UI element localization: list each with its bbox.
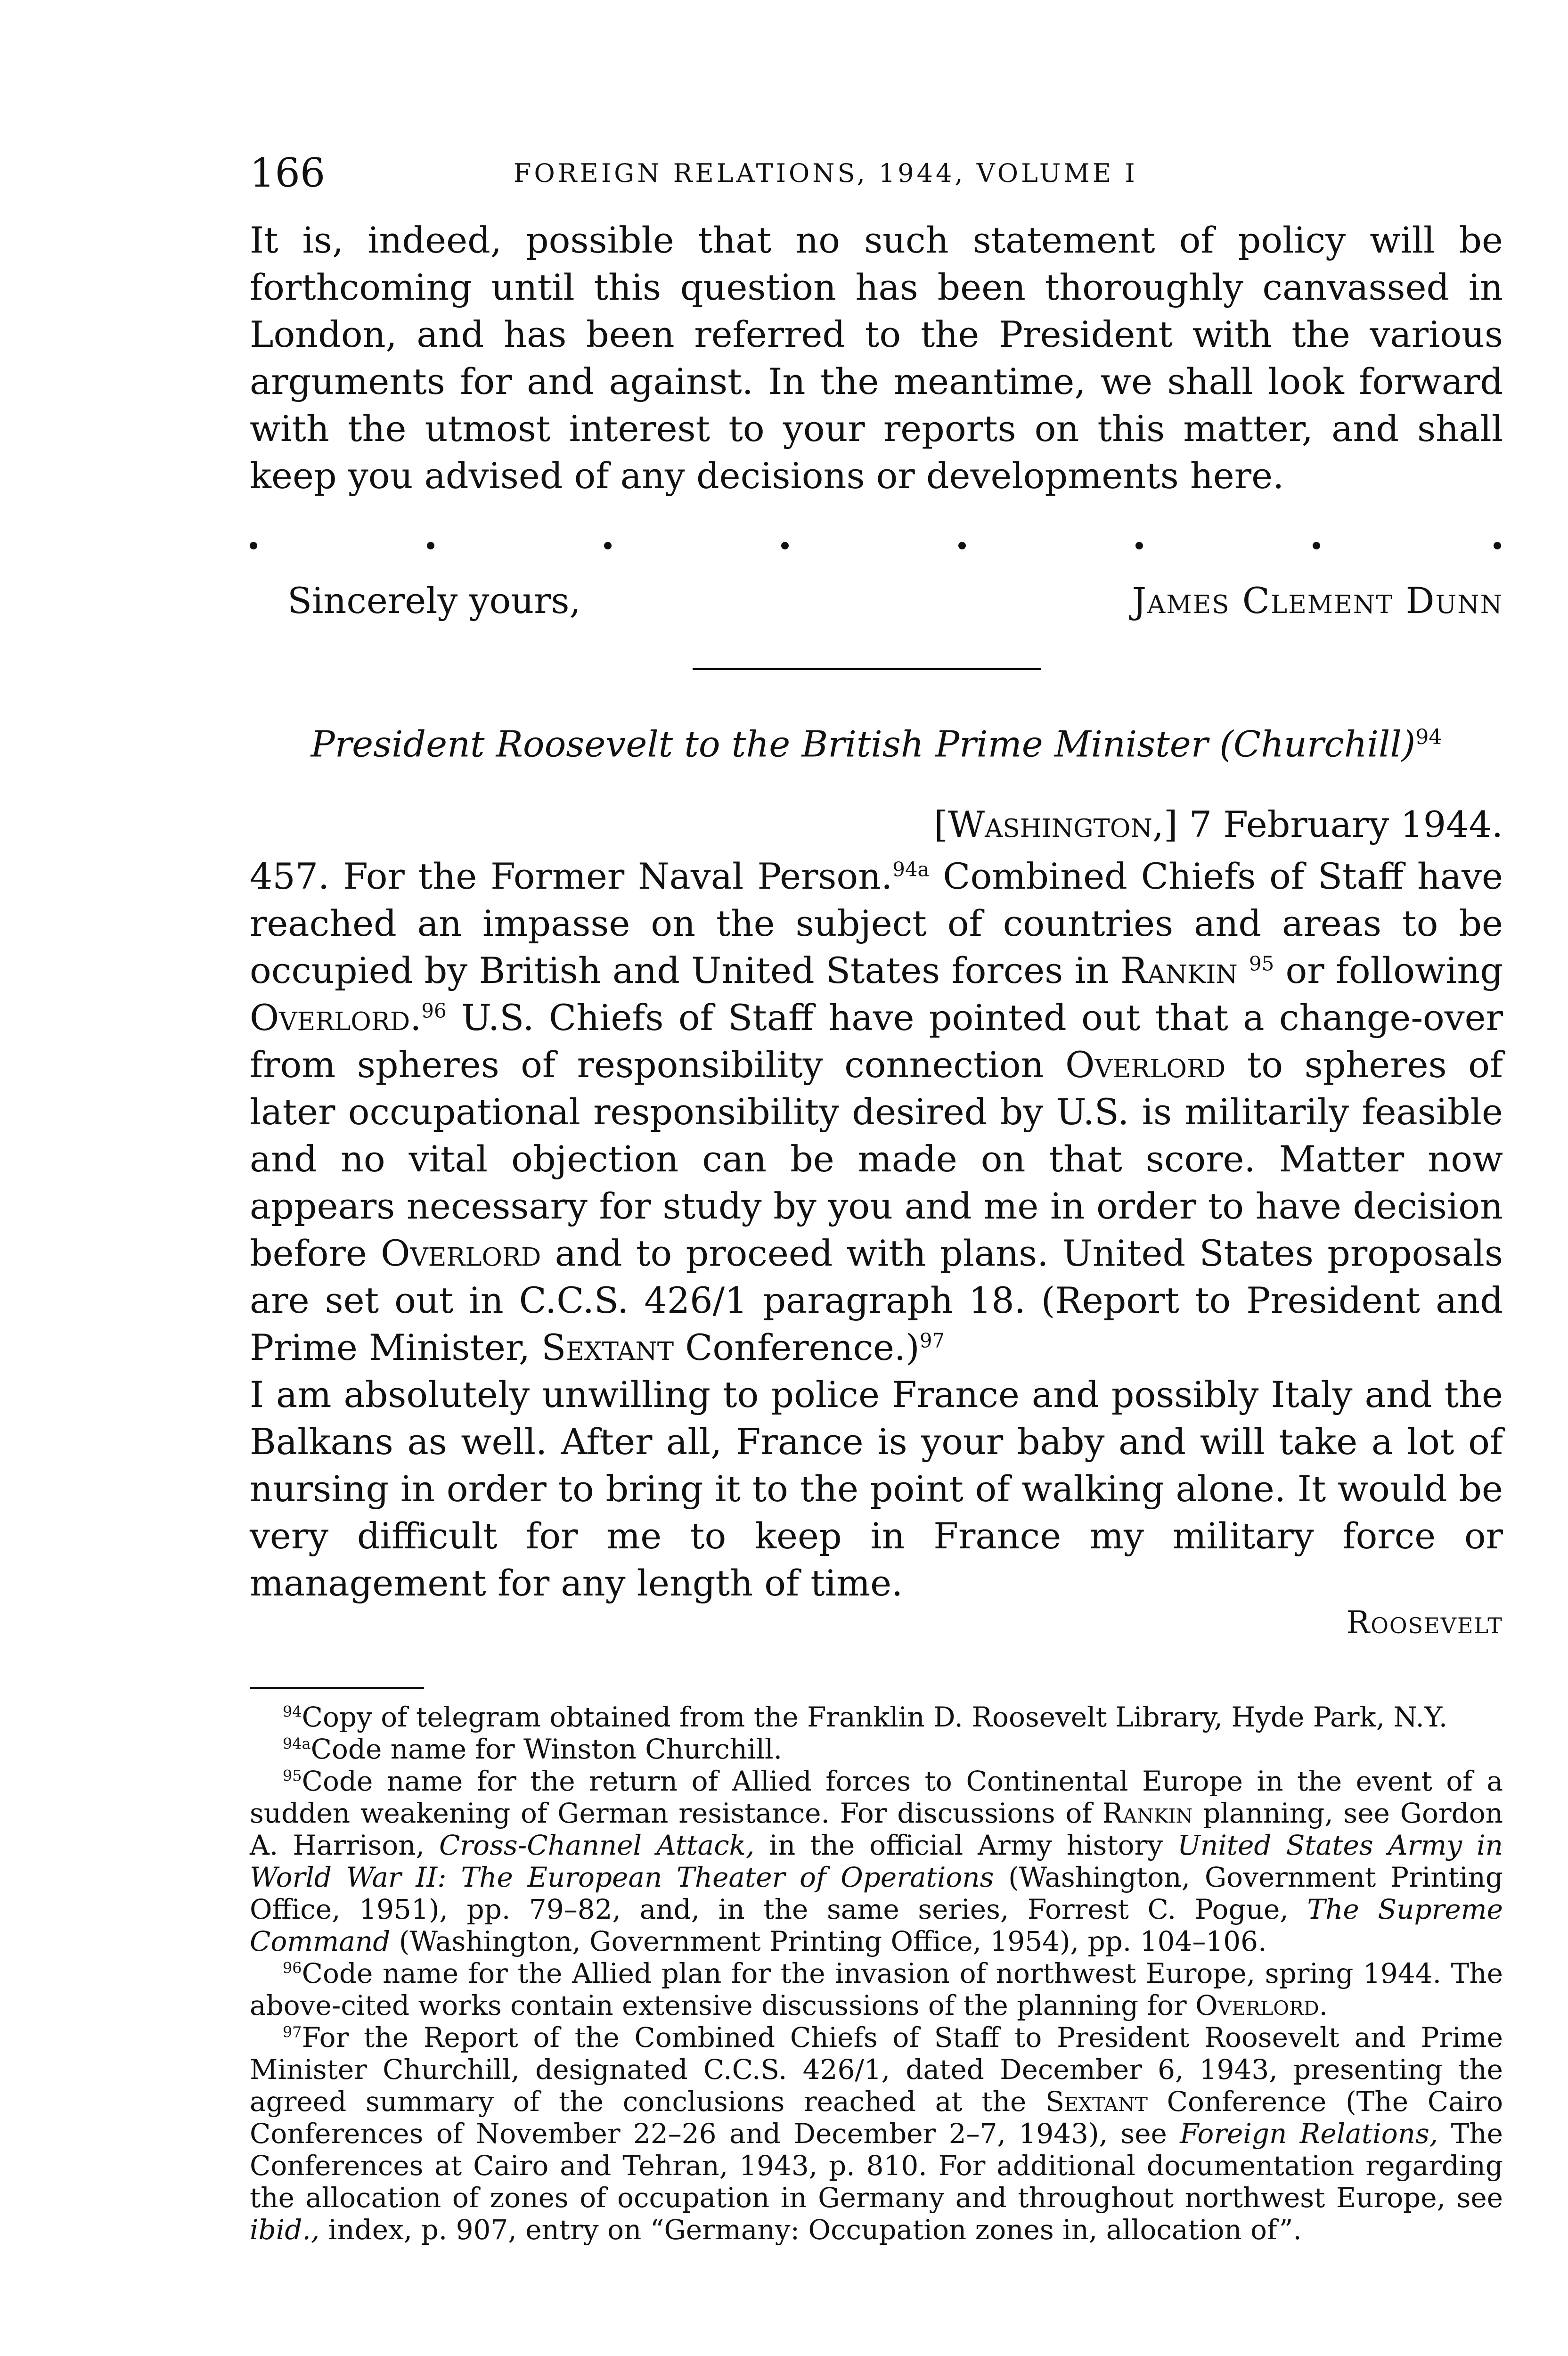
footnote-94 xyxy=(250,1701,1503,1733)
code-name-sextant: Sextant xyxy=(1045,2086,1148,2118)
footnotes xyxy=(250,1701,1503,2246)
footnote-ref: 96 xyxy=(421,999,447,1023)
code-name-overlord: Overlord xyxy=(381,1232,541,1274)
footnote-ref: 94 xyxy=(1415,725,1442,749)
letter-closing-paragraph: It is, indeed, possible that no such statement of policy will be forthcoming until this question has been thoroughly canvassed in London, and has been referred to the President with the various arguments for and against. In the meantime, we shall look forward with the utmost interest to your reports on this matter, and shall keep you advised of any decisions or developments here. xyxy=(250,219,1503,497)
letter-signoff xyxy=(250,580,1503,627)
footnote-text: Code name for the Allied plan for the invasion of northwest Europe, spring 1944. The above-cited works contain extensive discussions of the planning for xyxy=(250,1957,1503,2021)
ellipsis-dot xyxy=(604,542,612,549)
signature-roosevelt: Roosevelt xyxy=(1346,1604,1503,1641)
footnote-ref: 94a xyxy=(892,858,930,881)
text-run: to spheres of later occupational responsibility desired by U.S. is militarily feasible and no vital objection can be made on that score. Matter now appears necessary for study by you and me in order to have decision before xyxy=(250,1044,1503,1274)
footnote-text: Code name for Winston Churchill. xyxy=(310,1733,783,1765)
footnote-mark: 94 xyxy=(283,1702,302,1721)
text-run: or following xyxy=(1274,949,1503,991)
document-title-text: President Roosevelt to the British Prime Minister (Churchill) xyxy=(310,723,1416,765)
footnote-95 xyxy=(250,1765,1503,1957)
footnote-text: Copy of telegram obtained from the Franklin D. Roosevelt Library, Hyde Park, N.Y. xyxy=(302,1701,1448,1733)
footnote-text: planning, see Gordon A. Harrison, xyxy=(250,1797,1503,1861)
footnote-mark: 96 xyxy=(283,1959,302,1977)
code-name-overlord: Overlord xyxy=(1065,1044,1226,1086)
footnote-text: Code name for the return of Allied forces to Continental Europe in the event of a sudden weakening of German resistance. For discussions of xyxy=(250,1765,1503,1829)
ellipsis-dot xyxy=(427,542,434,549)
ellipsis-dot xyxy=(1494,542,1501,549)
page-number: 166 xyxy=(250,150,326,196)
text-run: 457. For the Former Naval Person. xyxy=(250,855,893,897)
omission-ellipsis xyxy=(250,542,1503,570)
code-name-overlord: Overlord xyxy=(1195,1989,1319,2021)
code-name-rankin: Rankin xyxy=(1120,949,1238,991)
book-title: United States Army in World War II: The European Theater of Operations xyxy=(250,1829,1503,1893)
text-run: and to proceed with plans. United States proposals are set out in C.C.S. 426/1 paragraph 18. (Report to President and Prime Minister, xyxy=(250,1232,1503,1368)
ellipsis-dot xyxy=(1135,542,1143,549)
section-divider xyxy=(693,668,1041,670)
dateline xyxy=(250,801,1503,848)
ibid-reference: ibid., xyxy=(250,2214,320,2246)
document-title xyxy=(250,714,1503,768)
footnote-mark: 95 xyxy=(283,1767,302,1785)
footnote-94a xyxy=(250,1733,1503,1765)
valediction: Sincerely yours, xyxy=(287,580,581,622)
footnote-text: in the official Army history xyxy=(754,1829,1178,1861)
footnote-ref: 97 xyxy=(919,1329,945,1352)
footnote-text: Conference (The Cairo Conferences of November 22–26 and December 2–7, 1943), see xyxy=(250,2086,1503,2150)
ellipsis-dot xyxy=(1313,542,1320,549)
footnote-rule xyxy=(250,1687,424,1689)
page-header xyxy=(250,150,1503,202)
telegram-paragraph-2: I am absolutely unwilling to police France and possibly Italy and the Balkans as well. After all, France is your baby and will take a lot of nursing in order to bring it to the point of walking alone. It would be very difficult for me to keep in France my military force or management for any length of time. xyxy=(250,1374,1503,1604)
text-run: Combined Chiefs of Staff have reached an impasse on the subject of countries and areas to be occupied by British and United States forces in xyxy=(250,855,1503,991)
dateline-date: 7 February 1944. xyxy=(1189,803,1503,845)
dateline-place: [Washington,] xyxy=(934,803,1178,845)
footnote-mark: 97 xyxy=(283,2023,302,2041)
code-name-sextant: Sextant xyxy=(541,1326,674,1368)
footnote-text: (Washington, Government Printing Office, 1954), pp. 104–106. xyxy=(390,1925,1267,1957)
footnote-ref: 95 xyxy=(1249,952,1274,975)
text-run: Conference.) xyxy=(674,1326,920,1368)
running-head: FOREIGN RELATIONS, 1944, VOLUME I xyxy=(514,158,1138,188)
book-title: Foreign Relations, xyxy=(1180,2118,1438,2150)
text-run: U.S. Chiefs of Staff have pointed out that a change-over from spheres of responsibility connection xyxy=(250,997,1503,1086)
footnote-97 xyxy=(250,2021,1503,2246)
footnote-text: index, p. 907, entry on “Germany: Occupation zones in, allocation of”. xyxy=(319,2214,1302,2246)
code-name-overlord: Overlord xyxy=(250,997,410,1039)
signature-dunn: James Clement Dunn xyxy=(1132,580,1503,622)
footnote-text: (Washington, Government Printing Office, 1951), pp. 79–82, and, in the same series, Forrest C. Pogue, xyxy=(250,1861,1503,1925)
text-run: . xyxy=(410,997,422,1039)
book-title: Cross-Channel Attack, xyxy=(439,1829,755,1861)
book-title: The Supreme Command xyxy=(250,1893,1503,1957)
letter-closing-block xyxy=(250,217,1503,499)
footnote-text: . xyxy=(1319,1989,1328,2021)
telegram-body xyxy=(250,853,1503,1607)
footnote-mark: 94a xyxy=(283,1734,311,1753)
footnote-text: The Conferences at Cairo and Tehran, 1943, p. 810. For additional documentation regarding the allocation of zones of occupation in Germany and throughout northwest Europe, see xyxy=(250,2118,1503,2214)
ellipsis-dot xyxy=(250,542,257,549)
footnote-96 xyxy=(250,1957,1503,2021)
code-name-rankin: Rankin xyxy=(1102,1797,1193,1829)
ellipsis-dot xyxy=(958,542,966,549)
telegram-paragraph-1 xyxy=(250,853,1503,1371)
footnote-text: For the Report of the Combined Chiefs of Staff to President Roosevelt and Prime Minister Churchill, designated C.C.S. 426/1, dated December 6, 1943, presenting the agreed summary of the conclusions reached at the xyxy=(250,2021,1503,2118)
ellipsis-dot xyxy=(781,542,789,549)
